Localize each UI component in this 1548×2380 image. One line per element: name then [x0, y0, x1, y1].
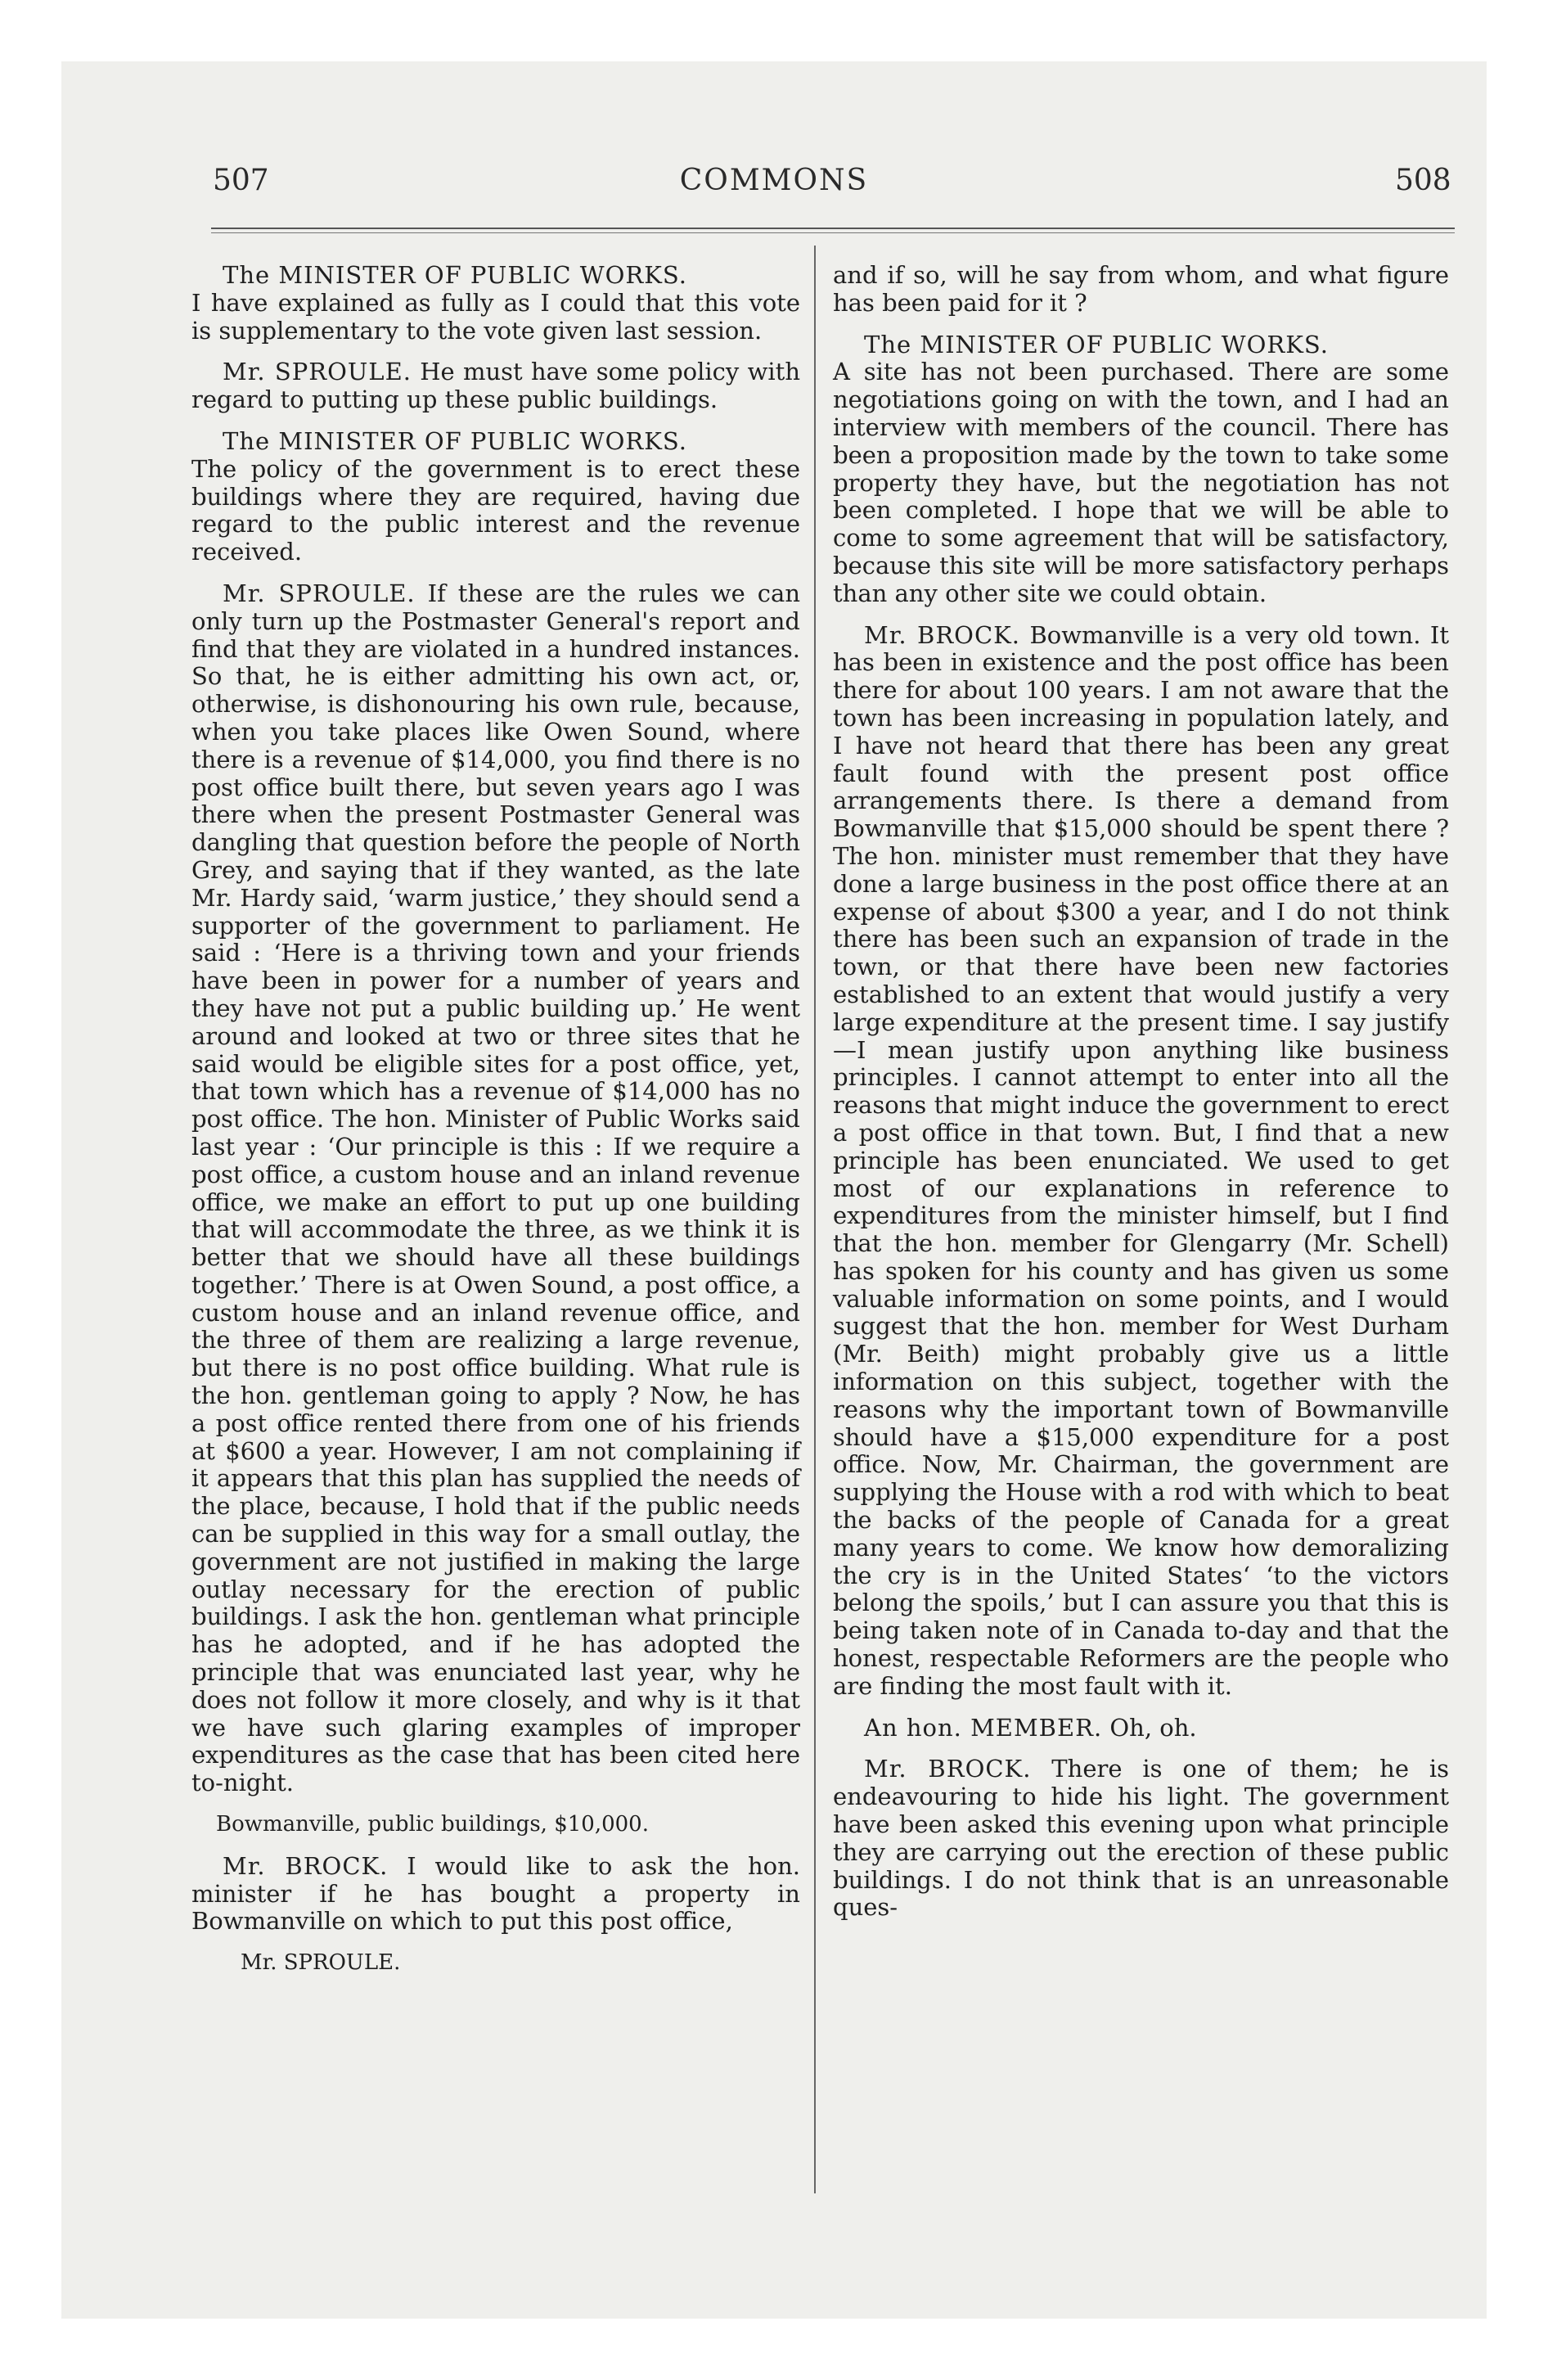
item-heading: Bowmanville, public buildings, $10,000. — [216, 1812, 649, 1837]
speaker-name: Mr. SPROULE. — [223, 579, 416, 607]
continued-text: and if so, will he say from whom, and what figure has been paid for it ? — [833, 261, 1449, 317]
speech-text: Bowmanville is a very old town. It has been in existence and the post office has been there for about 100 years. I am not aware that the town has been increasing in population lately, and I have not heard that there has been any great fault found with the present post office arrangements there. Is there a demand from Bowmanville that $15,000 should be spent there ? The hon. minister must remember that they have done a large business in the post office there at an expense of about $300 a year, and I do not think there has been such an expansion of trade in the town, or that there have been new factories established to an extent that would justify a very large expenditure at the present time. I say justify—I mean justify upon anything like business principles. I cannot attempt to enter into all the reasons that might induce the government to erect a post office in that town. But, I find that a new principle has been enunciated. We used to get most of our explanations in reference to expenditures from the minister himself, but I find that the hon. member for Glengarry (Mr. Schell) has spoken for his county and has given us some valuable information on some points, and I would suggest that the hon. member for West Durham (Mr. Beith) might probably give us a little information on this subject, together with the reasons why the important town of Bowmanville should have a $15,000 expenditure for a post office. Now, Mr. Chairman, the government are supplying the House with a rod with which to beat the backs of the people of Canada for a great many years to come. We know how demoralizing the cry is in the United States‘ ‘to the victors belong the spoils,’ but I can assure you that this is being taken note of in Canada to-day and that the honest, respectable Reformers are the people who are finding the most fault with it. — [833, 620, 1449, 1700]
speech-paragraph — [191, 262, 800, 345]
speech-text: He must have some policy with regard to putting up these public buildings. — [191, 358, 800, 414]
speaker-name: An hon. MEMBER. — [864, 1713, 1103, 1742]
left-column — [191, 262, 800, 1991]
right-page-number: 508 — [1395, 164, 1451, 197]
speaker-name: Mr. BROCK. — [223, 1851, 389, 1880]
speech-text: There is one of them; he is endeavouring to hide his light. The government have been asked this evening upon what principle they are carrying out the erection of these public buildings. I do not think that is an unreasonable ques- — [833, 1755, 1449, 1922]
speaker-name: Mr. BROCK. — [864, 620, 1021, 649]
speech-paragraph — [191, 1853, 800, 1936]
speech-paragraph — [191, 358, 800, 414]
speech-paragraph — [191, 580, 800, 1797]
speech-paragraph — [191, 428, 800, 566]
header-rule-thin — [211, 232, 1455, 233]
speech-paragraph — [833, 331, 1449, 608]
speech-paragraph — [833, 622, 1449, 1701]
left-page-number: 507 — [213, 164, 269, 197]
column-divider — [814, 246, 816, 2193]
speech-paragraph — [833, 1715, 1449, 1742]
speaker-name: The MINISTER OF PUBLIC WORKS. — [864, 330, 1329, 358]
page-title: COMMONS — [679, 164, 869, 197]
speaker-name: Mr. BROCK. — [864, 1755, 1032, 1783]
speaker-name: The MINISTER OF PUBLIC WORKS. — [223, 426, 687, 455]
speech-text: I would like to ask the hon. minister if he has bought a property in Bowmanville on which to put this post office, — [191, 1851, 801, 1936]
right-column — [833, 262, 1449, 1936]
speaker-name: The MINISTER OF PUBLIC WORKS. — [223, 261, 687, 289]
speech-text: The policy of the government is to erect these buildings where they are required, having due regard to the public interest and the revenue received. — [191, 454, 800, 566]
page-footer-name: Mr. SPROULE. — [241, 1950, 401, 1976]
speech-text: Oh, oh. — [1109, 1713, 1197, 1742]
speech-paragraph — [833, 1756, 1449, 1922]
speech-text: If these are the rules we can only turn up the Postmaster General's report and find that they are violated in a hundred instances. So that, he is either admitting his own act, or, otherwise, is dishonouring his own rule, because, when you take places like Owen Sound, where there is a revenue of $14,000, you find there is no post office built there, but seven years ago I was there when the present Postmaster General was dangling that question before the people of North Grey, and saying that if they wanted, as the late Mr. Hardy said, ‘warm justice,’ they should send a supporter of the government to parliament. He said : ‘Here is a thriving town and your friends have been in power for a number of years and they have not put a public building up.’ He went around and looked at two or three sites that he said would be eligible sites for a post office, yet, that town which has a revenue of $14,000 has no post office. The hon. Minister of Public Works said last year : ‘Our principle is this : If we require a post office, a custom house and an inland revenue office, we make an effort to put up one building that will accommodate the three, as we think it is better that we should have all these buildings together.’ There is at Owen Sound, a post office, a custom house and an inland revenue office, and the three of them are realizing a large revenue, but there is no post office building. What rule is the hon. gentleman going to apply ? Now, he has a post office rented there from one of his friends at $600 a year. However, I am not complaining if it appears that this plan has supplied the needs of the place, because, I hold that if the public needs can be supplied in this way for a small outlay, the government are not justified in making the large outlay necessary for the erection of public buildings. I ask the hon. gentleman what principle has he adopted, and if he has adopted the principle that was enunciated last year, why he does not follow it more closely, and why is it that we have such glaring examples of improper expenditures as the case that has been cited here to-night. — [191, 579, 800, 1797]
speaker-name: Mr. SPROULE. — [223, 358, 412, 386]
speech-text: I have explained as fully as I could that this vote is supplementary to the vote given last session. — [191, 288, 800, 345]
header-rule — [211, 228, 1455, 229]
speech-text: A site has not been purchased. There are some negotiations going on with the town, and I had an interview with members of the council. There has been a proposition made by the town to take some property they have, but the negotiation has not been completed. I hope that we will be able to come to some agreement that will be satisfactory, because this site will be more satisfactory perhaps than any other site we could obtain. — [833, 358, 1449, 607]
